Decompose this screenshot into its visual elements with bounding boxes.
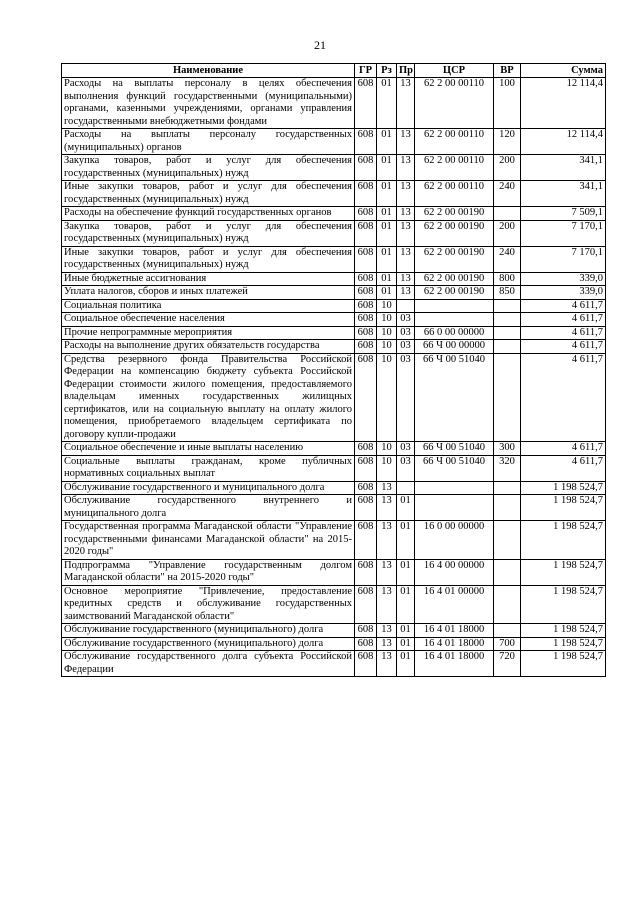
cell-sum: 7 170,1 — [521, 220, 606, 246]
cell-rz: 01 — [377, 155, 397, 181]
table-row — [62, 207, 606, 221]
cell-csr: 66 Ч 00 51040 — [415, 442, 494, 456]
cell-pr: 13 — [397, 78, 415, 129]
cell-vr — [494, 495, 521, 521]
cell-vr: 800 — [494, 272, 521, 286]
cell-pr: 13 — [397, 207, 415, 221]
cell-gr: 608 — [355, 340, 377, 354]
cell-rz: 10 — [377, 313, 397, 327]
cell-csr: 16 4 01 18000 — [415, 651, 494, 677]
cell-csr: 16 4 01 18000 — [415, 637, 494, 651]
cell-vr — [494, 340, 521, 354]
cell-gr: 608 — [355, 272, 377, 286]
cell-name: Обслуживание государственного долга субъекта Российской Федерации — [62, 651, 355, 677]
cell-csr: 66 Ч 00 00000 — [415, 340, 494, 354]
cell-csr: 62 2 00 00190 — [415, 286, 494, 300]
cell-gr: 608 — [355, 455, 377, 481]
table-row — [62, 326, 606, 340]
cell-pr: 13 — [397, 246, 415, 272]
cell-csr: 62 2 00 00110 — [415, 78, 494, 129]
cell-sum: 341,1 — [521, 181, 606, 207]
cell-sum: 4 611,7 — [521, 455, 606, 481]
cell-rz: 10 — [377, 442, 397, 456]
cell-vr — [494, 521, 521, 560]
cell-rz: 01 — [377, 272, 397, 286]
cell-vr — [494, 299, 521, 313]
cell-pr: 01 — [397, 585, 415, 624]
table-row — [62, 155, 606, 181]
cell-gr: 608 — [355, 353, 377, 442]
cell-gr: 608 — [355, 299, 377, 313]
cell-rz: 13 — [377, 624, 397, 638]
table-row — [62, 78, 606, 129]
cell-sum: 339,0 — [521, 286, 606, 300]
cell-sum: 7 170,1 — [521, 246, 606, 272]
cell-vr — [494, 624, 521, 638]
cell-csr: 66 Ч 00 51040 — [415, 455, 494, 481]
cell-gr: 608 — [355, 246, 377, 272]
cell-rz: 10 — [377, 299, 397, 313]
cell-name: Обслуживание государственного (муниципального) долга — [62, 637, 355, 651]
cell-vr — [494, 353, 521, 442]
cell-gr: 608 — [355, 326, 377, 340]
table-row — [62, 299, 606, 313]
cell-pr: 01 — [397, 559, 415, 585]
cell-gr: 608 — [355, 155, 377, 181]
cell-rz: 10 — [377, 455, 397, 481]
cell-rz: 01 — [377, 220, 397, 246]
cell-sum: 12 114,4 — [521, 129, 606, 155]
cell-pr: 13 — [397, 181, 415, 207]
cell-rz: 13 — [377, 521, 397, 560]
cell-vr: 100 — [494, 78, 521, 129]
cell-csr: 66 0 00 00000 — [415, 326, 494, 340]
cell-vr — [494, 481, 521, 495]
cell-sum: 4 611,7 — [521, 340, 606, 354]
cell-csr: 16 4 01 18000 — [415, 624, 494, 638]
table-row — [62, 272, 606, 286]
table-row — [62, 129, 606, 155]
cell-pr: 03 — [397, 442, 415, 456]
cell-gr: 608 — [355, 585, 377, 624]
cell-name: Закупка товаров, работ и услуг для обеспечения государственных (муниципальных) нужд — [62, 220, 355, 246]
cell-name: Социальные выплаты гражданам, кроме публичных нормативных социальных выплат — [62, 455, 355, 481]
cell-name: Расходы на выполнение других обязательств государства — [62, 340, 355, 354]
cell-pr: 13 — [397, 155, 415, 181]
cell-pr: 03 — [397, 340, 415, 354]
cell-name: Обслуживание государственного (муниципального) долга — [62, 624, 355, 638]
cell-rz: 13 — [377, 651, 397, 677]
cell-gr: 608 — [355, 442, 377, 456]
table-row — [62, 495, 606, 521]
cell-csr: 16 0 00 00000 — [415, 521, 494, 560]
cell-gr: 608 — [355, 129, 377, 155]
cell-name: Основное мероприятие "Привлечение, предоставление кредитных средств и обслуживание государственных заимствований Магаданской области" — [62, 585, 355, 624]
cell-sum: 4 611,7 — [521, 442, 606, 456]
cell-name: Обслуживание государственного внутреннего и муниципального долга — [62, 495, 355, 521]
cell-rz: 13 — [377, 481, 397, 495]
header-rz: Рз — [377, 64, 397, 78]
cell-name: Средства резервного фонда Правительства Российской Федерации на компенсацию бюджету субъекта Российской Федерации стоимости жилого помещения, предоставляемого владельцам именных государственных жилищных сертификатов, или на социальную выплату на оплату жилого помещения, приобретаемого владельцем сертификата по договору купли-продажи — [62, 353, 355, 442]
cell-csr — [415, 481, 494, 495]
cell-sum: 4 611,7 — [521, 313, 606, 327]
header-pr: Пр — [397, 64, 415, 78]
cell-gr: 608 — [355, 286, 377, 300]
cell-csr — [415, 299, 494, 313]
cell-pr: 03 — [397, 455, 415, 481]
cell-rz: 13 — [377, 637, 397, 651]
header-csr: ЦСР — [415, 64, 494, 78]
cell-rz: 13 — [377, 495, 397, 521]
header-gr: ГР — [355, 64, 377, 78]
cell-pr: 01 — [397, 495, 415, 521]
cell-name: Обслуживание государственного и муниципального долга — [62, 481, 355, 495]
cell-csr: 16 4 00 00000 — [415, 559, 494, 585]
table-row — [62, 559, 606, 585]
table-body — [62, 78, 606, 677]
cell-pr — [397, 481, 415, 495]
cell-sum: 1 198 524,7 — [521, 637, 606, 651]
table-row — [62, 651, 606, 677]
cell-pr: 13 — [397, 272, 415, 286]
cell-name: Прочие непрограммные мероприятия — [62, 326, 355, 340]
cell-name: Иные закупки товаров, работ и услуг для обеспечения государственных (муниципальных) нужд — [62, 246, 355, 272]
cell-pr: 13 — [397, 220, 415, 246]
cell-gr: 608 — [355, 181, 377, 207]
cell-vr: 850 — [494, 286, 521, 300]
cell-vr: 320 — [494, 455, 521, 481]
table-row — [62, 313, 606, 327]
cell-gr: 608 — [355, 624, 377, 638]
cell-name: Социальное обеспечение населения — [62, 313, 355, 327]
cell-name: Социальная политика — [62, 299, 355, 313]
cell-gr: 608 — [355, 521, 377, 560]
cell-csr: 62 2 00 00190 — [415, 272, 494, 286]
cell-pr: 03 — [397, 313, 415, 327]
cell-gr: 608 — [355, 651, 377, 677]
cell-sum: 1 198 524,7 — [521, 651, 606, 677]
cell-csr: 62 2 00 00190 — [415, 246, 494, 272]
cell-name: Социальное обеспечение и иные выплаты населению — [62, 442, 355, 456]
cell-csr: 62 2 00 00190 — [415, 220, 494, 246]
cell-rz: 01 — [377, 78, 397, 129]
cell-csr — [415, 495, 494, 521]
cell-rz: 13 — [377, 585, 397, 624]
cell-sum: 4 611,7 — [521, 299, 606, 313]
cell-gr: 608 — [355, 207, 377, 221]
cell-vr — [494, 559, 521, 585]
cell-sum: 12 114,4 — [521, 78, 606, 129]
page-number: 21 — [314, 38, 326, 52]
table-row — [62, 181, 606, 207]
cell-pr: 01 — [397, 651, 415, 677]
cell-vr: 120 — [494, 129, 521, 155]
cell-name: Государственная программа Магаданской области "Управление государственными финансами Магаданской области" на 2015-2020 годы" — [62, 521, 355, 560]
cell-gr: 608 — [355, 481, 377, 495]
cell-pr: 13 — [397, 286, 415, 300]
table-header-row — [62, 64, 606, 78]
cell-sum: 4 611,7 — [521, 353, 606, 442]
cell-name: Расходы на обеспечение функций государственных органов — [62, 207, 355, 221]
cell-csr: 16 4 01 00000 — [415, 585, 494, 624]
cell-rz: 01 — [377, 207, 397, 221]
table-row — [62, 246, 606, 272]
cell-gr: 608 — [355, 559, 377, 585]
table-row — [62, 340, 606, 354]
cell-sum: 1 198 524,7 — [521, 585, 606, 624]
cell-name: Подпрограмма "Управление государственным долгом Магаданской области" на 2015-2020 годы" — [62, 559, 355, 585]
cell-rz: 01 — [377, 129, 397, 155]
budget-table — [61, 63, 606, 677]
cell-sum: 4 611,7 — [521, 326, 606, 340]
cell-sum: 1 198 524,7 — [521, 495, 606, 521]
cell-pr: 03 — [397, 326, 415, 340]
cell-pr: 01 — [397, 521, 415, 560]
cell-pr: 03 — [397, 353, 415, 442]
cell-rz: 01 — [377, 246, 397, 272]
cell-pr: 13 — [397, 129, 415, 155]
cell-gr: 608 — [355, 495, 377, 521]
cell-vr: 700 — [494, 637, 521, 651]
cell-sum: 339,0 — [521, 272, 606, 286]
cell-csr: 66 Ч 00 51040 — [415, 353, 494, 442]
table-row — [62, 481, 606, 495]
cell-vr — [494, 585, 521, 624]
cell-pr — [397, 299, 415, 313]
table-row — [62, 286, 606, 300]
cell-rz: 01 — [377, 286, 397, 300]
cell-vr: 240 — [494, 181, 521, 207]
cell-name: Иные бюджетные ассигнования — [62, 272, 355, 286]
cell-sum: 1 198 524,7 — [521, 481, 606, 495]
cell-pr: 01 — [397, 624, 415, 638]
cell-vr — [494, 313, 521, 327]
cell-sum: 7 509,1 — [521, 207, 606, 221]
cell-pr: 01 — [397, 637, 415, 651]
table-row — [62, 353, 606, 442]
cell-csr — [415, 313, 494, 327]
header-sum: Сумма — [521, 64, 606, 78]
cell-name: Уплата налогов, сборов и иных платежей — [62, 286, 355, 300]
cell-vr: 720 — [494, 651, 521, 677]
cell-gr: 608 — [355, 637, 377, 651]
header-vr: ВР — [494, 64, 521, 78]
cell-sum: 1 198 524,7 — [521, 624, 606, 638]
cell-csr: 62 2 00 00110 — [415, 129, 494, 155]
cell-sum: 341,1 — [521, 155, 606, 181]
cell-name: Расходы на выплаты персоналу в целях обеспечения выполнения функций государственными (муниципальными) органами, казенными учреждениями, органами управления государственными внебюджетными фондами — [62, 78, 355, 129]
header-name: Наименование — [62, 64, 355, 78]
table-row — [62, 220, 606, 246]
cell-csr: 62 2 00 00110 — [415, 155, 494, 181]
cell-rz: 01 — [377, 181, 397, 207]
cell-sum: 1 198 524,7 — [521, 521, 606, 560]
cell-csr: 62 2 00 00190 — [415, 207, 494, 221]
cell-vr: 200 — [494, 155, 521, 181]
table-row — [62, 637, 606, 651]
cell-gr: 608 — [355, 220, 377, 246]
cell-rz: 13 — [377, 559, 397, 585]
cell-vr: 300 — [494, 442, 521, 456]
table-row — [62, 585, 606, 624]
cell-vr: 200 — [494, 220, 521, 246]
cell-gr: 608 — [355, 313, 377, 327]
cell-name: Расходы на выплаты персоналу государственных (муниципальных) органов — [62, 129, 355, 155]
cell-rz: 10 — [377, 340, 397, 354]
cell-vr: 240 — [494, 246, 521, 272]
table-row — [62, 624, 606, 638]
table-row — [62, 455, 606, 481]
cell-vr — [494, 326, 521, 340]
table-row — [62, 442, 606, 456]
table-row — [62, 521, 606, 560]
cell-name: Закупка товаров, работ и услуг для обеспечения государственных (муниципальных) нужд — [62, 155, 355, 181]
cell-name: Иные закупки товаров, работ и услуг для обеспечения государственных (муниципальных) нужд — [62, 181, 355, 207]
cell-gr: 608 — [355, 78, 377, 129]
cell-rz: 10 — [377, 326, 397, 340]
cell-sum: 1 198 524,7 — [521, 559, 606, 585]
cell-csr: 62 2 00 00110 — [415, 181, 494, 207]
cell-vr — [494, 207, 521, 221]
cell-rz: 10 — [377, 353, 397, 442]
